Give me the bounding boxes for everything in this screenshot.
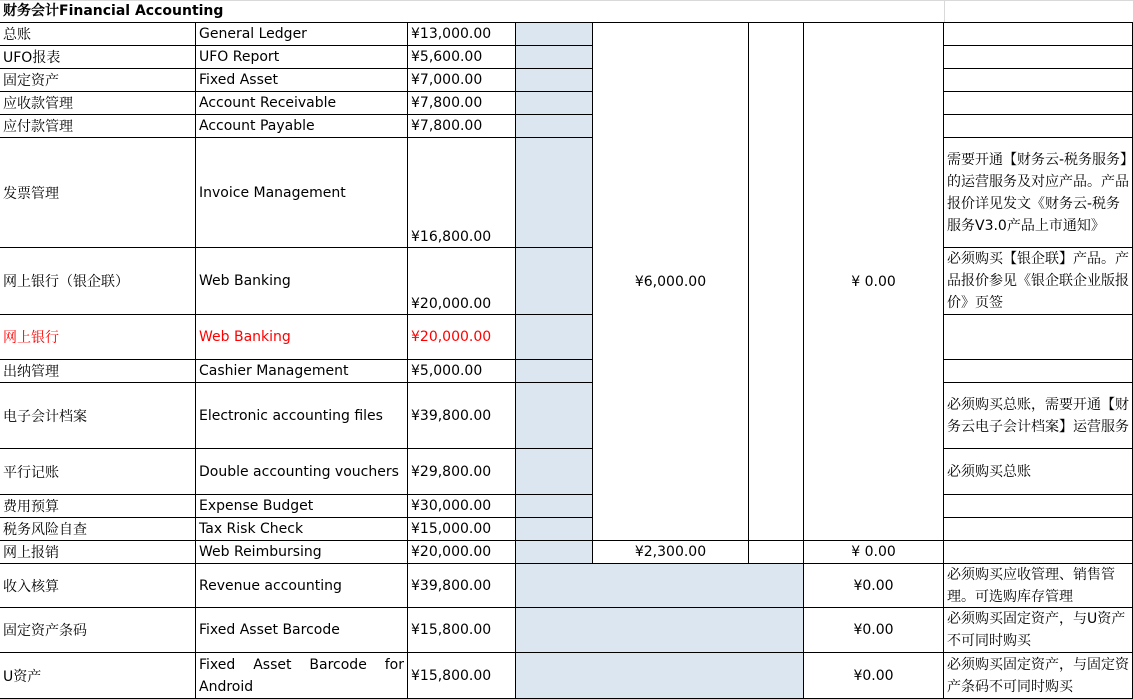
cell-note[interactable] [944, 46, 1133, 69]
cell-price[interactable]: ¥15,000.00 [408, 518, 516, 541]
cell-cn[interactable]: 出纳管理 [0, 360, 196, 383]
cell-cn[interactable]: 费用预算 [0, 495, 196, 518]
cell-price[interactable]: ¥39,800.00 [408, 383, 516, 449]
cell-price[interactable]: ¥7,800.00 [408, 92, 516, 115]
cell-zero[interactable]: ¥ 0.00 [804, 541, 944, 564]
cell-note[interactable] [944, 92, 1133, 115]
cell-note[interactable] [944, 315, 1133, 360]
cell-note[interactable] [944, 23, 1133, 46]
cell-shaded[interactable] [516, 449, 593, 495]
cell-price[interactable]: ¥13,000.00 [408, 23, 516, 46]
cell-zero[interactable]: ¥0.00 [804, 608, 944, 653]
cell-note[interactable] [944, 495, 1133, 518]
cell-service-price[interactable]: ¥2,300.00 [593, 541, 749, 564]
cell-en[interactable]: Double accounting vouchers [196, 449, 408, 495]
cell-en[interactable]: UFO Report [196, 46, 408, 69]
cell-cn[interactable]: 网上银行（银企联） [0, 248, 196, 315]
cell-price[interactable]: ¥20,000.00 [408, 541, 516, 564]
cell-shaded-merged[interactable] [516, 564, 804, 608]
cell-note[interactable]: 需要开通【财务云-税务服务】的运营服务及对应产品。产品报价详见发文《财务云-税务服务V3.0产品上市通知》 [944, 138, 1133, 248]
cell-cn[interactable]: 网上报销 [0, 541, 196, 564]
cell-shaded[interactable] [516, 46, 593, 69]
cell-shaded[interactable] [516, 495, 593, 518]
cell-price[interactable]: ¥16,800.00 [408, 138, 516, 248]
sheet-title: 财务会计Financial Accounting [3, 3, 224, 19]
cell-note[interactable]: 必须购买总账 [944, 449, 1133, 495]
cell-note[interactable] [944, 69, 1133, 92]
cell-price[interactable]: ¥15,800.00 [408, 653, 516, 699]
cell-cn[interactable]: 应收款管理 [0, 92, 196, 115]
cell-merged-price[interactable]: ¥6,000.00 [593, 23, 749, 541]
cell-cn[interactable]: 网上银行 [0, 315, 196, 360]
cell-price[interactable]: ¥39,800.00 [408, 564, 516, 608]
cell-en[interactable]: Account Payable [196, 115, 408, 138]
cell-zero[interactable]: ¥0.00 [804, 564, 944, 608]
cell-shaded[interactable] [516, 383, 593, 449]
cell-note[interactable]: 必须购买固定资产，与固定资产条码不可同时购买 [944, 653, 1133, 699]
cell-cn[interactable]: UFO报表 [0, 46, 196, 69]
cell-price[interactable]: ¥7,000.00 [408, 69, 516, 92]
cell-cn[interactable]: 总账 [0, 23, 196, 46]
cell-note[interactable] [944, 360, 1133, 383]
cell-price[interactable]: ¥5,600.00 [408, 46, 516, 69]
cell-shaded[interactable] [516, 23, 593, 46]
cell-shaded[interactable] [516, 248, 593, 315]
cell-en[interactable]: Invoice Management [196, 138, 408, 248]
cell-shaded[interactable] [516, 115, 593, 138]
cell-en[interactable]: Web Banking [196, 248, 408, 315]
cell-price[interactable]: ¥29,800.00 [408, 449, 516, 495]
cell-merged-empty[interactable] [749, 23, 804, 541]
cell-en[interactable]: Cashier Management [196, 360, 408, 383]
cell-cn[interactable]: U资产 [0, 653, 196, 699]
cell-shaded[interactable] [516, 69, 593, 92]
cell-cn[interactable]: 固定资产条码 [0, 608, 196, 653]
cell-note[interactable] [944, 518, 1133, 541]
cell-cn[interactable]: 收入核算 [0, 564, 196, 608]
cell-en[interactable]: Expense Budget [196, 495, 408, 518]
cell-en[interactable]: Web Reimbursing [196, 541, 408, 564]
cell-en[interactable]: General Ledger [196, 23, 408, 46]
cell-shaded[interactable] [516, 518, 593, 541]
cell-en[interactable]: Revenue accounting [196, 564, 408, 608]
cell-price[interactable]: ¥30,000.00 [408, 495, 516, 518]
cell-en[interactable]: Fixed Asset Barcode for Android [196, 653, 408, 699]
cell-shaded[interactable] [516, 92, 593, 115]
cell-cn[interactable]: 应付款管理 [0, 115, 196, 138]
gridline [944, 0, 945, 23]
cell-cn[interactable]: 平行记账 [0, 449, 196, 495]
cell-en[interactable]: Fixed Asset [196, 69, 408, 92]
cell-note[interactable]: 必须购买固定资产，与U资产不可同时购买 [944, 608, 1133, 653]
cell-shaded-merged[interactable] [516, 608, 804, 653]
cell-shaded[interactable] [516, 360, 593, 383]
cell-cn[interactable]: 电子会计档案 [0, 383, 196, 449]
cell-note[interactable]: 必须购买【银企联】产品。产品报价参见《银企联企业版报价》页签 [944, 248, 1133, 315]
cell-shaded[interactable] [516, 138, 593, 248]
cell-note[interactable] [944, 541, 1133, 564]
cell-price[interactable]: ¥7,800.00 [408, 115, 516, 138]
cell-cn[interactable]: 固定资产 [0, 69, 196, 92]
cell-merged-zero[interactable]: ¥ 0.00 [804, 23, 944, 541]
cell-en[interactable]: Web Banking [196, 315, 408, 360]
cell-en[interactable]: Account Receivable [196, 92, 408, 115]
cell-price[interactable]: ¥20,000.00 [408, 315, 516, 360]
cell-shaded-merged[interactable] [516, 653, 804, 699]
cell-price[interactable]: ¥20,000.00 [408, 248, 516, 315]
cell-en[interactable]: Fixed Asset Barcode [196, 608, 408, 653]
cell-zero[interactable]: ¥0.00 [804, 653, 944, 699]
cell-en[interactable]: Electronic accounting files [196, 383, 408, 449]
cell-price[interactable]: ¥15,800.00 [408, 608, 516, 653]
cell-en[interactable]: Tax Risk Check [196, 518, 408, 541]
cell-note[interactable] [944, 115, 1133, 138]
cell-cn[interactable]: 发票管理 [0, 138, 196, 248]
gridline [0, 0, 1133, 1]
cell-cn[interactable]: 税务风险自查 [0, 518, 196, 541]
cell-empty[interactable] [749, 541, 804, 564]
cell-shaded[interactable] [516, 541, 593, 564]
cell-note[interactable]: 必须购买应收管理、销售管理。可选购库存管理 [944, 564, 1133, 608]
cell-price[interactable]: ¥5,000.00 [408, 360, 516, 383]
cell-shaded[interactable] [516, 315, 593, 360]
cell-note[interactable]: 必须购买总账，需要开通【财务云电子会计档案】运营服务 [944, 383, 1133, 449]
